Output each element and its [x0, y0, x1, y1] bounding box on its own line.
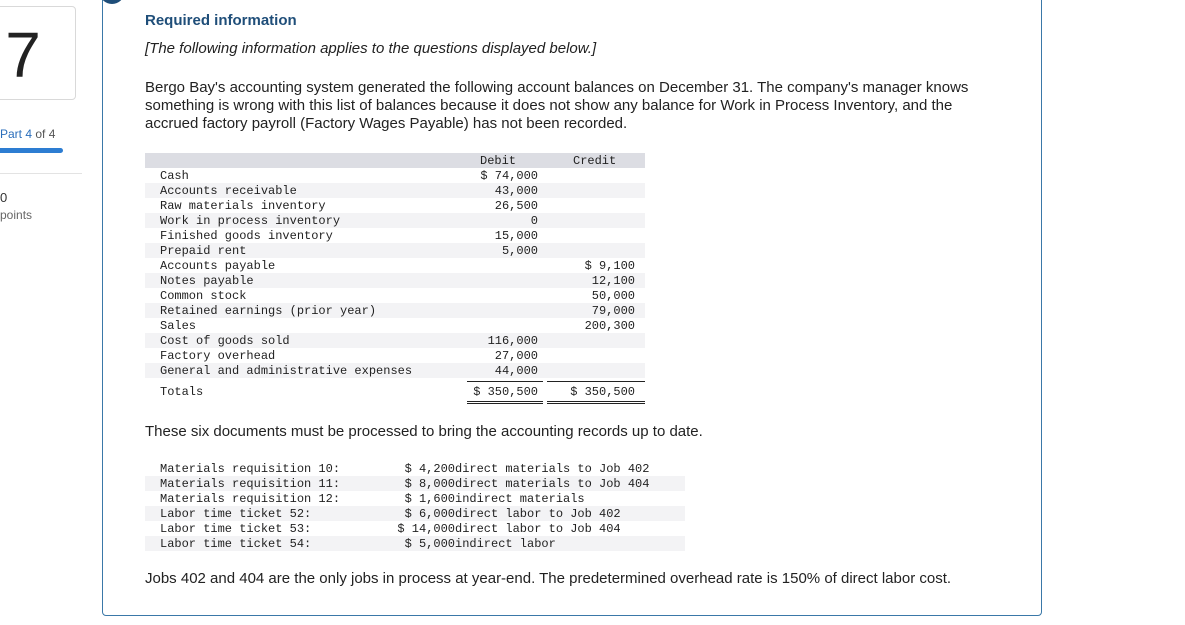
- totals-credit: $ 350,500: [570, 385, 635, 399]
- table-row: [145, 168, 645, 183]
- six-documents-note: These six documents must be processed to bring the accounting records up to date.: [145, 423, 703, 440]
- account-balances-table: [145, 153, 645, 401]
- documents-table: [145, 461, 685, 551]
- part-indicator: [0, 127, 55, 141]
- document-name: Labor time ticket 52:: [160, 507, 312, 521]
- document-description: direct labor to Job 404: [455, 522, 621, 536]
- points-value: 0: [0, 190, 8, 205]
- account-label: Accounts payable: [160, 259, 276, 273]
- credit-value: 79,000: [591, 304, 635, 318]
- debit-value: 0: [530, 214, 538, 228]
- required-info-subtitle: [The following information applies to the questions displayed below.]: [145, 40, 597, 57]
- debit-value: 116,000: [487, 334, 538, 348]
- document-description: direct materials to Job 402: [455, 462, 650, 476]
- table-row: [145, 243, 645, 258]
- document-name: Labor time ticket 53:: [160, 522, 312, 536]
- table-row: [145, 228, 645, 243]
- credit-total-underline: [547, 381, 645, 382]
- list-item: [145, 476, 685, 491]
- debit-header: Debit: [480, 154, 517, 168]
- table-row: [145, 348, 645, 363]
- table-row: [145, 183, 645, 198]
- rail-divider: [0, 173, 82, 174]
- part-progress-bar: [0, 148, 63, 153]
- table-row: [145, 213, 645, 228]
- debit-value: 44,000: [494, 364, 538, 378]
- part-label: Part 4: [0, 127, 33, 141]
- credit-value: 50,000: [591, 289, 635, 303]
- document-description: indirect labor: [455, 537, 556, 551]
- list-item: [145, 461, 685, 476]
- debit-value: 27,000: [494, 349, 538, 363]
- table-row: [145, 303, 645, 318]
- debit-value: 26,500: [494, 199, 538, 213]
- document-amount: $ 5,000: [404, 537, 455, 551]
- intro-paragraph: Bergo Bay's accounting system generated the following account balances on December 31. The company's manager knows something is wrong with this list of balances because it does not show any balance for Work in Process Inventory, and the accrued factory payroll (Factory Wages Payable) has not been recorded.: [145, 79, 969, 132]
- debit-value: $ 74,000: [480, 169, 538, 183]
- account-label: Factory overhead: [160, 349, 276, 363]
- list-item: [145, 506, 685, 521]
- required-info-title: Required information: [145, 12, 297, 29]
- account-label: Finished goods inventory: [160, 229, 333, 243]
- totals-row: [145, 381, 645, 401]
- document-amount: $ 4,200: [404, 462, 455, 476]
- account-label: Accounts receivable: [160, 184, 297, 198]
- table-row: [145, 363, 645, 378]
- debit-total-underline: [467, 381, 543, 382]
- debit-value: 15,000: [494, 229, 538, 243]
- document-name: Materials requisition 12:: [160, 492, 341, 506]
- list-item: [145, 521, 685, 536]
- debit-total-double-underline: [467, 401, 543, 404]
- document-amount: $ 6,000: [404, 507, 455, 521]
- table-row: [145, 318, 645, 333]
- credit-value: 12,100: [591, 274, 635, 288]
- document-description: direct labor to Job 402: [455, 507, 621, 521]
- credit-value: $ 9,100: [584, 259, 635, 273]
- account-label: Retained earnings (prior year): [160, 304, 377, 318]
- points-label: points: [0, 208, 33, 222]
- table-row: [145, 258, 645, 273]
- document-name: Materials requisition 11:: [160, 477, 341, 491]
- account-label: Cost of goods sold: [160, 334, 290, 348]
- table-row: [145, 333, 645, 348]
- final-note: Jobs 402 and 404 are the only jobs in process at year-end. The predetermined overhead rate is 150% of direct labor cost.: [145, 570, 952, 587]
- account-label: Cash: [160, 169, 189, 183]
- table-row: [145, 273, 645, 288]
- account-label: Raw materials inventory: [160, 199, 326, 213]
- credit-header: Credit: [573, 154, 617, 168]
- document-amount: $ 1,600: [404, 492, 455, 506]
- document-description: indirect materials: [455, 492, 585, 506]
- document-description: direct materials to Job 404: [455, 477, 650, 491]
- part-of-label: of 4: [35, 127, 56, 141]
- account-label: Sales: [160, 319, 197, 333]
- list-item: [145, 536, 685, 551]
- document-name: Materials requisition 10:: [160, 462, 341, 476]
- list-item: [145, 491, 685, 506]
- document-name: Labor time ticket 54:: [160, 537, 312, 551]
- debit-value: 5,000: [501, 244, 538, 258]
- question-number-box: [0, 6, 76, 100]
- table-row: [145, 198, 645, 213]
- credit-value: 200,300: [584, 319, 635, 333]
- account-label: Common stock: [160, 289, 247, 303]
- totals-label: Totals: [160, 385, 204, 399]
- table-row: [145, 288, 645, 303]
- account-label: Prepaid rent: [160, 244, 247, 258]
- question-number: 7: [5, 19, 41, 91]
- debit-value: 43,000: [494, 184, 538, 198]
- account-label: Notes payable: [160, 274, 254, 288]
- totals-debit: $ 350,500: [473, 385, 538, 399]
- account-label: General and administrative expenses: [160, 364, 413, 378]
- document-amount: $ 14,000: [397, 522, 455, 536]
- account-label: Work in process inventory: [160, 214, 341, 228]
- credit-total-double-underline: [547, 401, 645, 404]
- document-amount: $ 8,000: [404, 477, 455, 491]
- balances-header-row: [145, 153, 645, 168]
